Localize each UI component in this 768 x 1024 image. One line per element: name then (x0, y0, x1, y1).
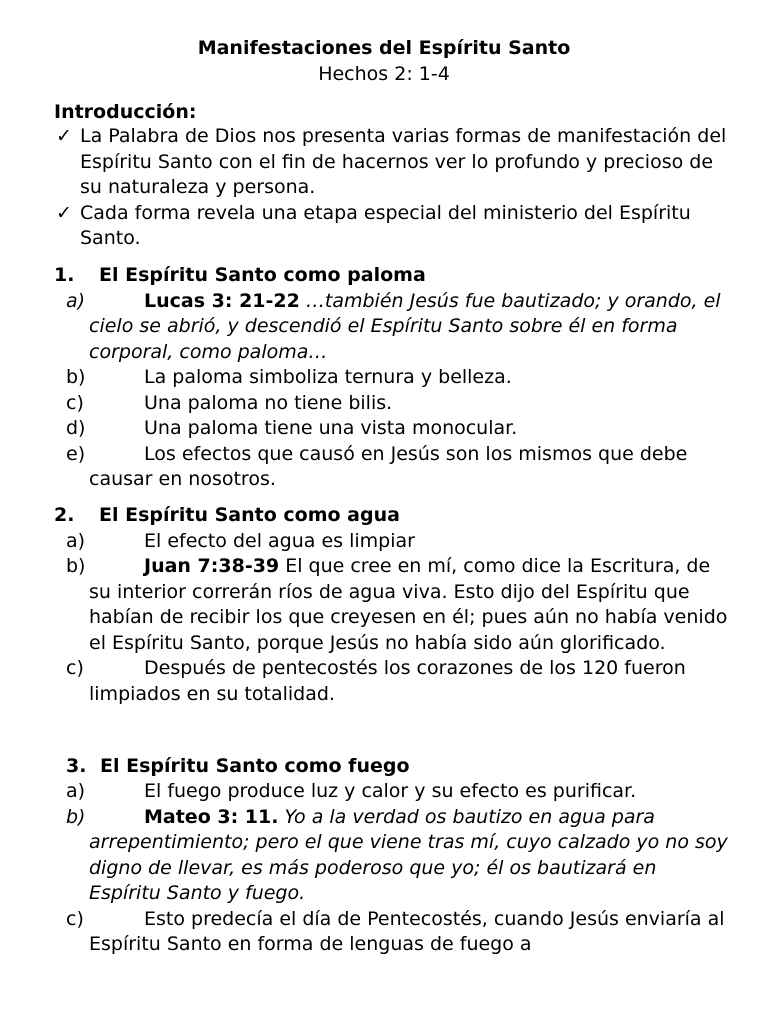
item-marker: b) (66, 555, 86, 577)
section-agua (54, 503, 734, 707)
list-item (54, 365, 734, 391)
section-heading (54, 263, 734, 289)
intro-heading: Introducción: (54, 101, 197, 123)
item-text: El fuego produce luz y calor y su efecto es purificar. (144, 780, 637, 802)
document-subtitle: Hechos 2: 1-4 (318, 63, 450, 85)
section-paloma (54, 263, 734, 493)
item-marker: c) (66, 391, 84, 414)
bible-reference: Lucas 3: 21-22 (144, 289, 300, 312)
list-item (54, 907, 734, 958)
item-marker: d) (66, 417, 86, 439)
list-item (54, 529, 734, 555)
section-number: 2. (54, 504, 75, 526)
item-text: Después de pentecostés los corazones de los 120 fueron limpiados en su totalidad. (89, 657, 686, 705)
item-marker: a) (66, 529, 86, 552)
section-number: 1. (54, 264, 75, 286)
section-number: 3. (66, 755, 87, 777)
bible-quote: …también Jesús fue bautizado; y orando, el cielo se abrió, y descendió el Espíritu Santo sobre él en forma corporal, como paloma… (89, 289, 721, 363)
item-text: Los efectos que causó en Jesús son los mismos que debe causar en nosotros. (89, 442, 688, 490)
item-text: Una paloma tiene una vista monocular. (144, 417, 518, 439)
list-item (54, 656, 734, 707)
item-text: Una paloma no tiene bilis. (144, 391, 393, 414)
bible-reference: Mateo 3: 11. (144, 805, 279, 828)
section-heading (66, 754, 734, 780)
list-item (54, 289, 734, 366)
bible-reference: Juan 7:38-39 (144, 555, 280, 577)
intro-point-text: Cada forma revela una etapa especial del ministerio del Espíritu Santo. (80, 201, 691, 249)
item-text: El efecto del agua es limpiar (144, 529, 415, 552)
section-title: El Espíritu Santo como paloma (99, 264, 426, 286)
bible-quote: Yo a la verdad os bautizo en agua para arrepentimiento; pero el que viene tras mí, cuyo calzado yo no soy digno de llevar, es más poderoso que yo; él os bautizará en Espíritu Santo y fuego. (89, 805, 728, 904)
item-text: La paloma simboliza ternura y belleza. (144, 366, 512, 388)
document-title: Manifestaciones del Espíritu Santo (197, 37, 571, 59)
item-marker: a) (66, 780, 86, 802)
section-heading (54, 503, 734, 529)
list-item (54, 805, 734, 907)
item-marker: e) (66, 442, 86, 465)
item-marker: c) (66, 657, 84, 679)
list-item (54, 391, 734, 417)
section-title: El Espíritu Santo como fuego (100, 755, 410, 777)
item-text: El que cree en mí, como dice la Escritura, de su interior correrán ríos de agua viva. Esto dijo del Espíritu que habían de recibir los que creyesen en él; pues aún no había venido el Espíritu Santo, porque Jesús no había sido aún glorificado. (89, 555, 728, 654)
section-title: El Espíritu Santo como agua (99, 504, 400, 526)
checkmark-icon: ✓ (56, 125, 72, 147)
checkmark-icon: ✓ (56, 201, 72, 224)
intro-list (54, 124, 734, 252)
list-item (54, 442, 734, 493)
intro-point (54, 201, 734, 252)
list-item (54, 416, 734, 442)
intro-point-text: La Palabra de Dios nos presenta varias formas de manifestación del Espíritu Santo con el fin de hacernos ver lo profundo y precioso de su naturaleza y persona. (80, 125, 727, 198)
item-text: Esto predecía el día de Pentecostés, cuando Jesús enviaría al Espíritu Santo en forma de lenguas de fuego a (89, 907, 725, 955)
section-fuego (66, 754, 734, 780)
item-marker: b) (66, 805, 86, 828)
item-marker: a) (66, 289, 86, 312)
item-marker: c) (66, 907, 84, 930)
section-fuego-items (54, 779, 734, 958)
list-item (54, 554, 734, 656)
list-item (54, 779, 734, 805)
item-marker: b) (66, 366, 86, 388)
intro-point (54, 124, 734, 201)
